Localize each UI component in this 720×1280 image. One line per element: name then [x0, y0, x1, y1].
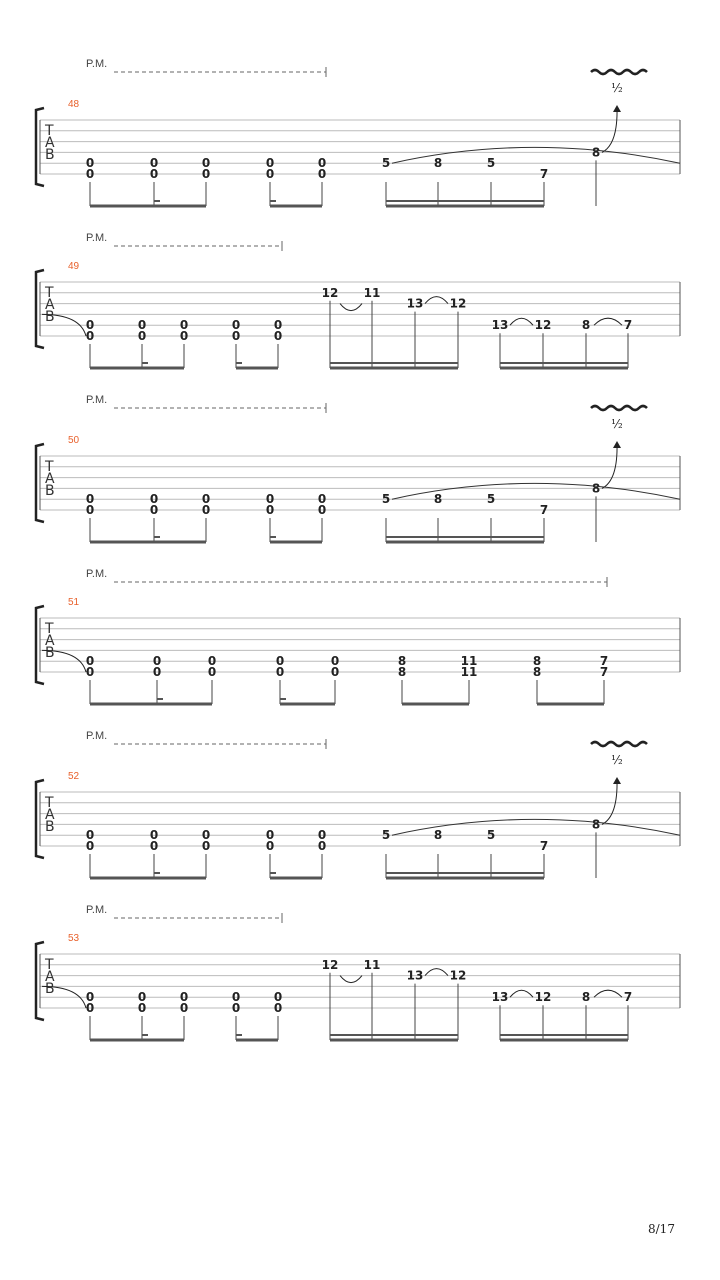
- fret-number: 8: [591, 145, 601, 160]
- fret-number: 0: [317, 828, 327, 843]
- fret-number: 0: [179, 318, 189, 333]
- bend-arrow: [602, 779, 617, 824]
- fret-number: 12: [449, 968, 467, 983]
- bend-amount: ½: [611, 753, 623, 767]
- fret-number: 0: [201, 167, 211, 181]
- fret-number: 0: [273, 318, 283, 333]
- palm-mute-label: P.M.: [86, 232, 108, 244]
- fret-number: 0: [137, 329, 147, 343]
- fret-number: 11: [363, 285, 381, 300]
- vibrato-icon: [591, 742, 647, 746]
- fret-number: 0: [317, 492, 327, 507]
- fret-number: 0: [85, 839, 95, 853]
- fret-number: 0: [137, 1001, 147, 1015]
- measure-number: 53: [68, 933, 80, 944]
- fret-number: 7: [539, 503, 549, 517]
- vibrato-icon: [591, 70, 647, 74]
- fret-number: 12: [534, 318, 552, 333]
- fret-number: 13: [491, 318, 509, 333]
- tab-clef-letter: B: [45, 645, 55, 661]
- fret-number: 0: [149, 492, 159, 507]
- tab-clef-letter: A: [45, 471, 55, 487]
- fret-number: 0: [275, 665, 285, 679]
- fret-number: 0: [207, 654, 217, 669]
- fret-number: 13: [406, 296, 424, 311]
- measure-number: 51: [68, 597, 80, 608]
- measure-number: 48: [68, 99, 80, 110]
- fret-number: 7: [599, 654, 609, 669]
- slur: [340, 976, 362, 983]
- tab-clef-letter: T: [45, 957, 54, 973]
- fret-number: 12: [321, 957, 339, 972]
- tab-clef-letter: A: [45, 969, 55, 985]
- fret-number: 5: [486, 492, 496, 507]
- fret-number: 0: [85, 665, 95, 679]
- fret-number: 0: [201, 156, 211, 171]
- fret-number: 8: [591, 817, 601, 832]
- fret-number: 0: [149, 156, 159, 171]
- fret-number: 12: [534, 990, 552, 1005]
- slur: [510, 318, 533, 325]
- tab-clef-letter: B: [45, 819, 55, 835]
- tab-clef-letter: T: [45, 459, 54, 475]
- slur: [425, 297, 448, 304]
- slur: [594, 990, 622, 997]
- bend-arrow: [602, 443, 617, 488]
- bend-arrow: [602, 107, 617, 152]
- fret-number: 0: [149, 503, 159, 517]
- fret-number: 0: [265, 828, 275, 843]
- tab-clef-letter: A: [45, 633, 55, 649]
- fret-number: 11: [460, 654, 478, 669]
- fret-number: 0: [265, 167, 275, 181]
- fret-number: 0: [85, 990, 95, 1005]
- fret-number: 0: [317, 839, 327, 853]
- bend-arrowhead: [613, 777, 621, 784]
- slur: [340, 304, 362, 311]
- fret-number: 0: [85, 492, 95, 507]
- tab-clef-letter: B: [45, 147, 55, 163]
- fret-number: 8: [532, 665, 542, 679]
- fret-number: 5: [381, 492, 391, 507]
- fret-number: 0: [201, 503, 211, 517]
- fret-number: 5: [486, 156, 496, 171]
- fret-number: 0: [275, 654, 285, 669]
- fret-number: 0: [85, 828, 95, 843]
- fret-number: 0: [179, 1001, 189, 1015]
- fret-number: 0: [273, 329, 283, 343]
- fret-number: 8: [591, 481, 601, 496]
- measure-number: 52: [68, 771, 80, 782]
- fret-number: 0: [149, 167, 159, 181]
- fret-number: 8: [433, 492, 443, 507]
- fret-number: 8: [532, 654, 542, 669]
- fret-number: 0: [201, 839, 211, 853]
- fret-number: 0: [317, 503, 327, 517]
- fret-number: 0: [137, 318, 147, 333]
- fret-number: 0: [265, 492, 275, 507]
- fret-number: 0: [231, 990, 241, 1005]
- bend-arrowhead: [613, 105, 621, 112]
- fret-number: 0: [85, 654, 95, 669]
- fret-number: 0: [231, 1001, 241, 1015]
- tab-clef-letter: B: [45, 981, 55, 997]
- fret-number: 13: [491, 990, 509, 1005]
- tab-clef-letter: A: [45, 297, 55, 313]
- fret-number: 0: [330, 665, 340, 679]
- vibrato-icon: [591, 406, 647, 410]
- fret-number: 0: [231, 329, 241, 343]
- fret-number: 0: [179, 329, 189, 343]
- fret-number: 0: [149, 828, 159, 843]
- fret-number: 0: [85, 1001, 95, 1015]
- palm-mute-label: P.M.: [86, 568, 108, 580]
- fret-number: 0: [231, 318, 241, 333]
- fret-number: 11: [460, 665, 478, 679]
- fret-number: 0: [179, 990, 189, 1005]
- palm-mute-label: P.M.: [86, 58, 108, 70]
- fret-number: 8: [581, 990, 591, 1005]
- fret-number: 0: [330, 654, 340, 669]
- fret-number: 0: [85, 503, 95, 517]
- fret-number: 0: [137, 990, 147, 1005]
- fret-number: 8: [397, 665, 407, 679]
- fret-number: 0: [152, 654, 162, 669]
- fret-number: 0: [201, 492, 211, 507]
- page-number: 8/17: [648, 1222, 675, 1236]
- bend-arrowhead: [613, 441, 621, 448]
- tab-clef-letter: A: [45, 135, 55, 151]
- fret-number: 12: [449, 296, 467, 311]
- fret-number: 5: [486, 828, 496, 843]
- fret-number: 0: [201, 828, 211, 843]
- fret-number: 8: [397, 654, 407, 669]
- fret-number: 0: [273, 1001, 283, 1015]
- fret-number: 7: [623, 318, 633, 333]
- measure-number: 49: [68, 261, 80, 272]
- tab-clef-letter: T: [45, 123, 54, 139]
- fret-number: 0: [317, 167, 327, 181]
- fret-number: 13: [406, 968, 424, 983]
- tab-clef-letter: T: [45, 285, 54, 301]
- fret-number: 7: [623, 990, 633, 1005]
- palm-mute-label: P.M.: [86, 904, 108, 916]
- fret-number: 8: [433, 828, 443, 843]
- fret-number: 12: [321, 285, 339, 300]
- slur: [425, 969, 448, 976]
- tab-clef-letter: T: [45, 795, 54, 811]
- fret-number: 0: [149, 839, 159, 853]
- fret-number: 0: [85, 167, 95, 181]
- tab-clef-letter: A: [45, 807, 55, 823]
- fret-number: 5: [381, 828, 391, 843]
- palm-mute-label: P.M.: [86, 394, 108, 406]
- slur: [594, 318, 622, 325]
- measure-number: 50: [68, 435, 80, 446]
- fret-number: 5: [381, 156, 391, 171]
- slur: [510, 990, 533, 997]
- fret-number: 0: [85, 156, 95, 171]
- tab-clef-letter: B: [45, 483, 55, 499]
- fret-number: 8: [581, 318, 591, 333]
- tab-clef-letter: B: [45, 309, 55, 325]
- fret-number: 11: [363, 957, 381, 972]
- fret-number: 0: [273, 990, 283, 1005]
- tab-clef-letter: T: [45, 621, 54, 637]
- bend-amount: ½: [611, 417, 623, 431]
- fret-number: 7: [539, 167, 549, 181]
- fret-number: 0: [85, 318, 95, 333]
- fret-number: 0: [265, 839, 275, 853]
- fret-number: 0: [265, 156, 275, 171]
- fret-number: 7: [599, 665, 609, 679]
- fret-number: 0: [265, 503, 275, 517]
- palm-mute-label: P.M.: [86, 730, 108, 742]
- bend-amount: ½: [611, 81, 623, 95]
- fret-number: 0: [207, 665, 217, 679]
- fret-number: 0: [152, 665, 162, 679]
- fret-number: 8: [433, 156, 443, 171]
- fret-number: 0: [317, 156, 327, 171]
- fret-number: 0: [85, 329, 95, 343]
- fret-number: 7: [539, 839, 549, 853]
